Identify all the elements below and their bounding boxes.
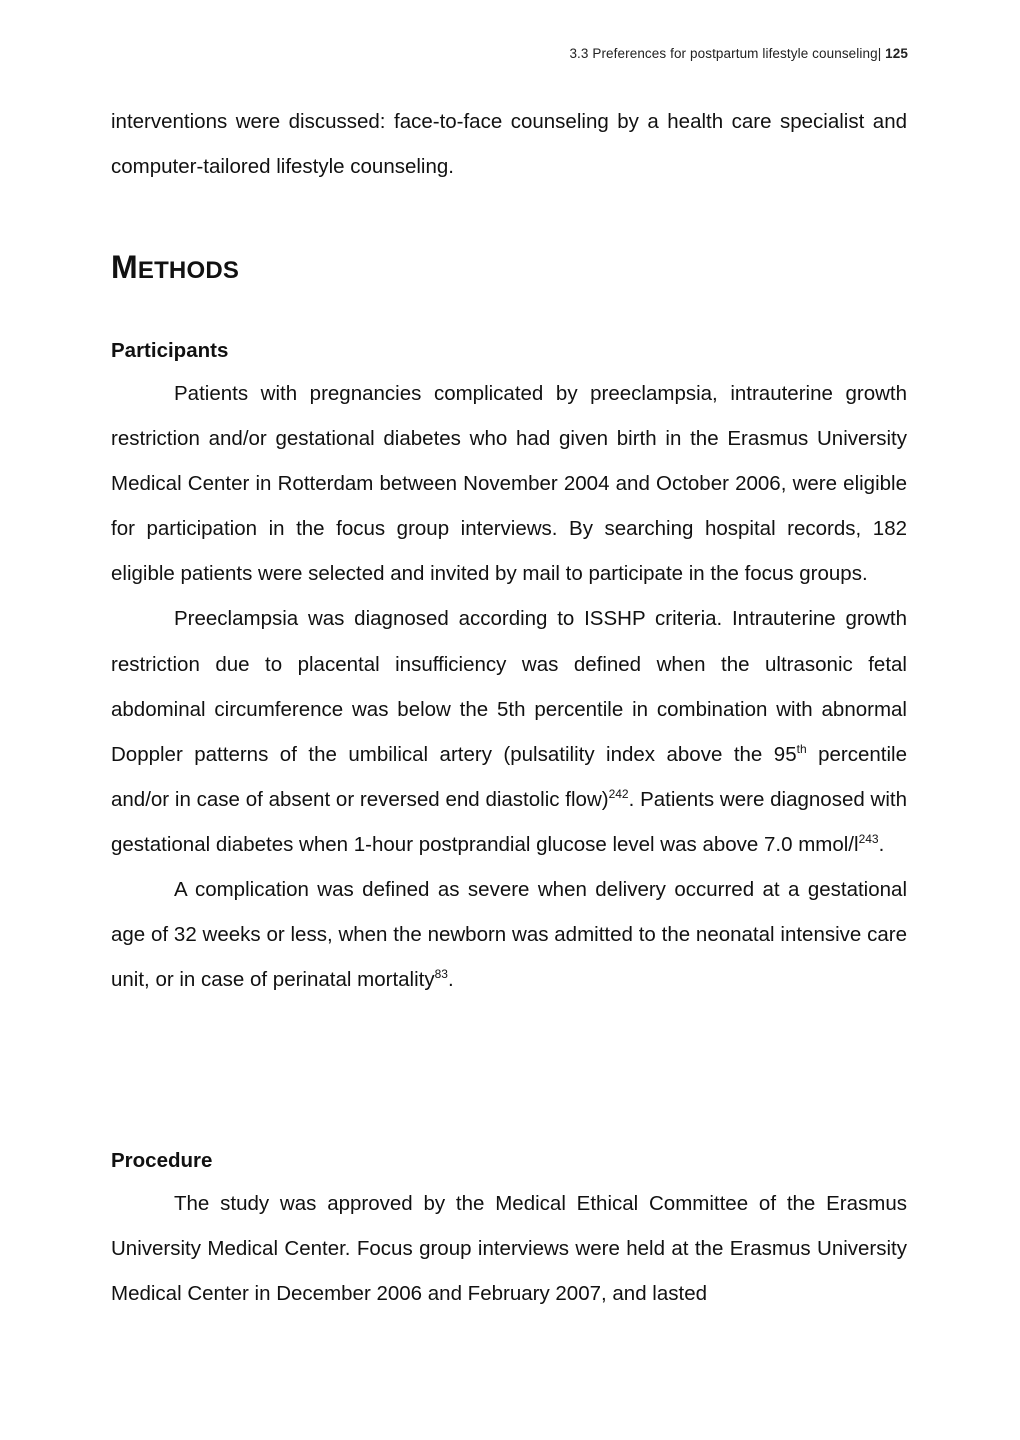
participants-paragraph-3 (111, 867, 907, 1002)
citation-reference: 243 (858, 831, 879, 846)
procedure-section (111, 1181, 907, 1316)
intro-text: interventions were discussed: face-to-face counseling by a health care specialist and computer-tailored lifestyle counseling. (111, 110, 907, 179)
participants-paragraph-2 (111, 596, 907, 867)
paragraph-text: . (878, 832, 885, 856)
paragraph-text: percentile and/or in case of absent or reversed end diastolic flow) (111, 742, 907, 811)
participants-paragraph-1: Patients with pregnancies complicated by preeclampsia, intrauterine growth restriction and/or gestational diabetes who had given birth in the Erasmus University Medical Center in Rotterdam between November 2004 and October 2006, were eligible for participation in the focus group interviews. By searching hospital records, 182 eligible patients were selected and invited by mail to participate in the focus groups. (111, 382, 907, 586)
paragraph-text: A complication was defined as severe when delivery occurred at a gestational age of 32 weeks or less, when the newborn was admitted to the neonatal intensive care unit, or in case of perinatal mortality (111, 878, 907, 992)
header-separator: | (877, 46, 882, 61)
paragraph-text: Preeclampsia was diagnosed according to ISSHP criteria. Intrauterine growth restriction due to placental insufficiency was defined when the ultrasonic fetal abdominal circumference was below the 5th percentile in combination with abnormal Doppler patterns of the umbilical artery (pulsatility index above the 95 (111, 607, 907, 766)
methods-heading (111, 245, 239, 293)
paragraph-text: . (447, 968, 454, 992)
running-header (569, 45, 908, 63)
participants-section (111, 371, 907, 1002)
methods-heading-rest: ETHODS (137, 257, 240, 284)
procedure-heading: Procedure (111, 1149, 213, 1172)
page-number: 125 (885, 46, 908, 61)
superscript-ordinal: th (796, 741, 807, 756)
participants-heading: Participants (111, 339, 229, 362)
intro-paragraph (111, 99, 907, 189)
citation-reference: 242 (608, 786, 629, 801)
citation-reference: 83 (434, 967, 448, 982)
running-title: 3.3 Preferences for postpartum lifestyle counseling (569, 46, 878, 61)
paragraph-text: . Patients were diagnosed with gestational diabetes when 1-hour postprandial glucose level was above 7.0 mmol/l (111, 787, 907, 856)
procedure-paragraph-1: The study was approved by the Medical Ethical Committee of the Erasmus University Medical Center. Focus group interviews were held at the Erasmus University Medical Center in December 2006 and February 2007, and lasted (111, 1192, 907, 1306)
methods-heading-initial: M (111, 249, 138, 285)
